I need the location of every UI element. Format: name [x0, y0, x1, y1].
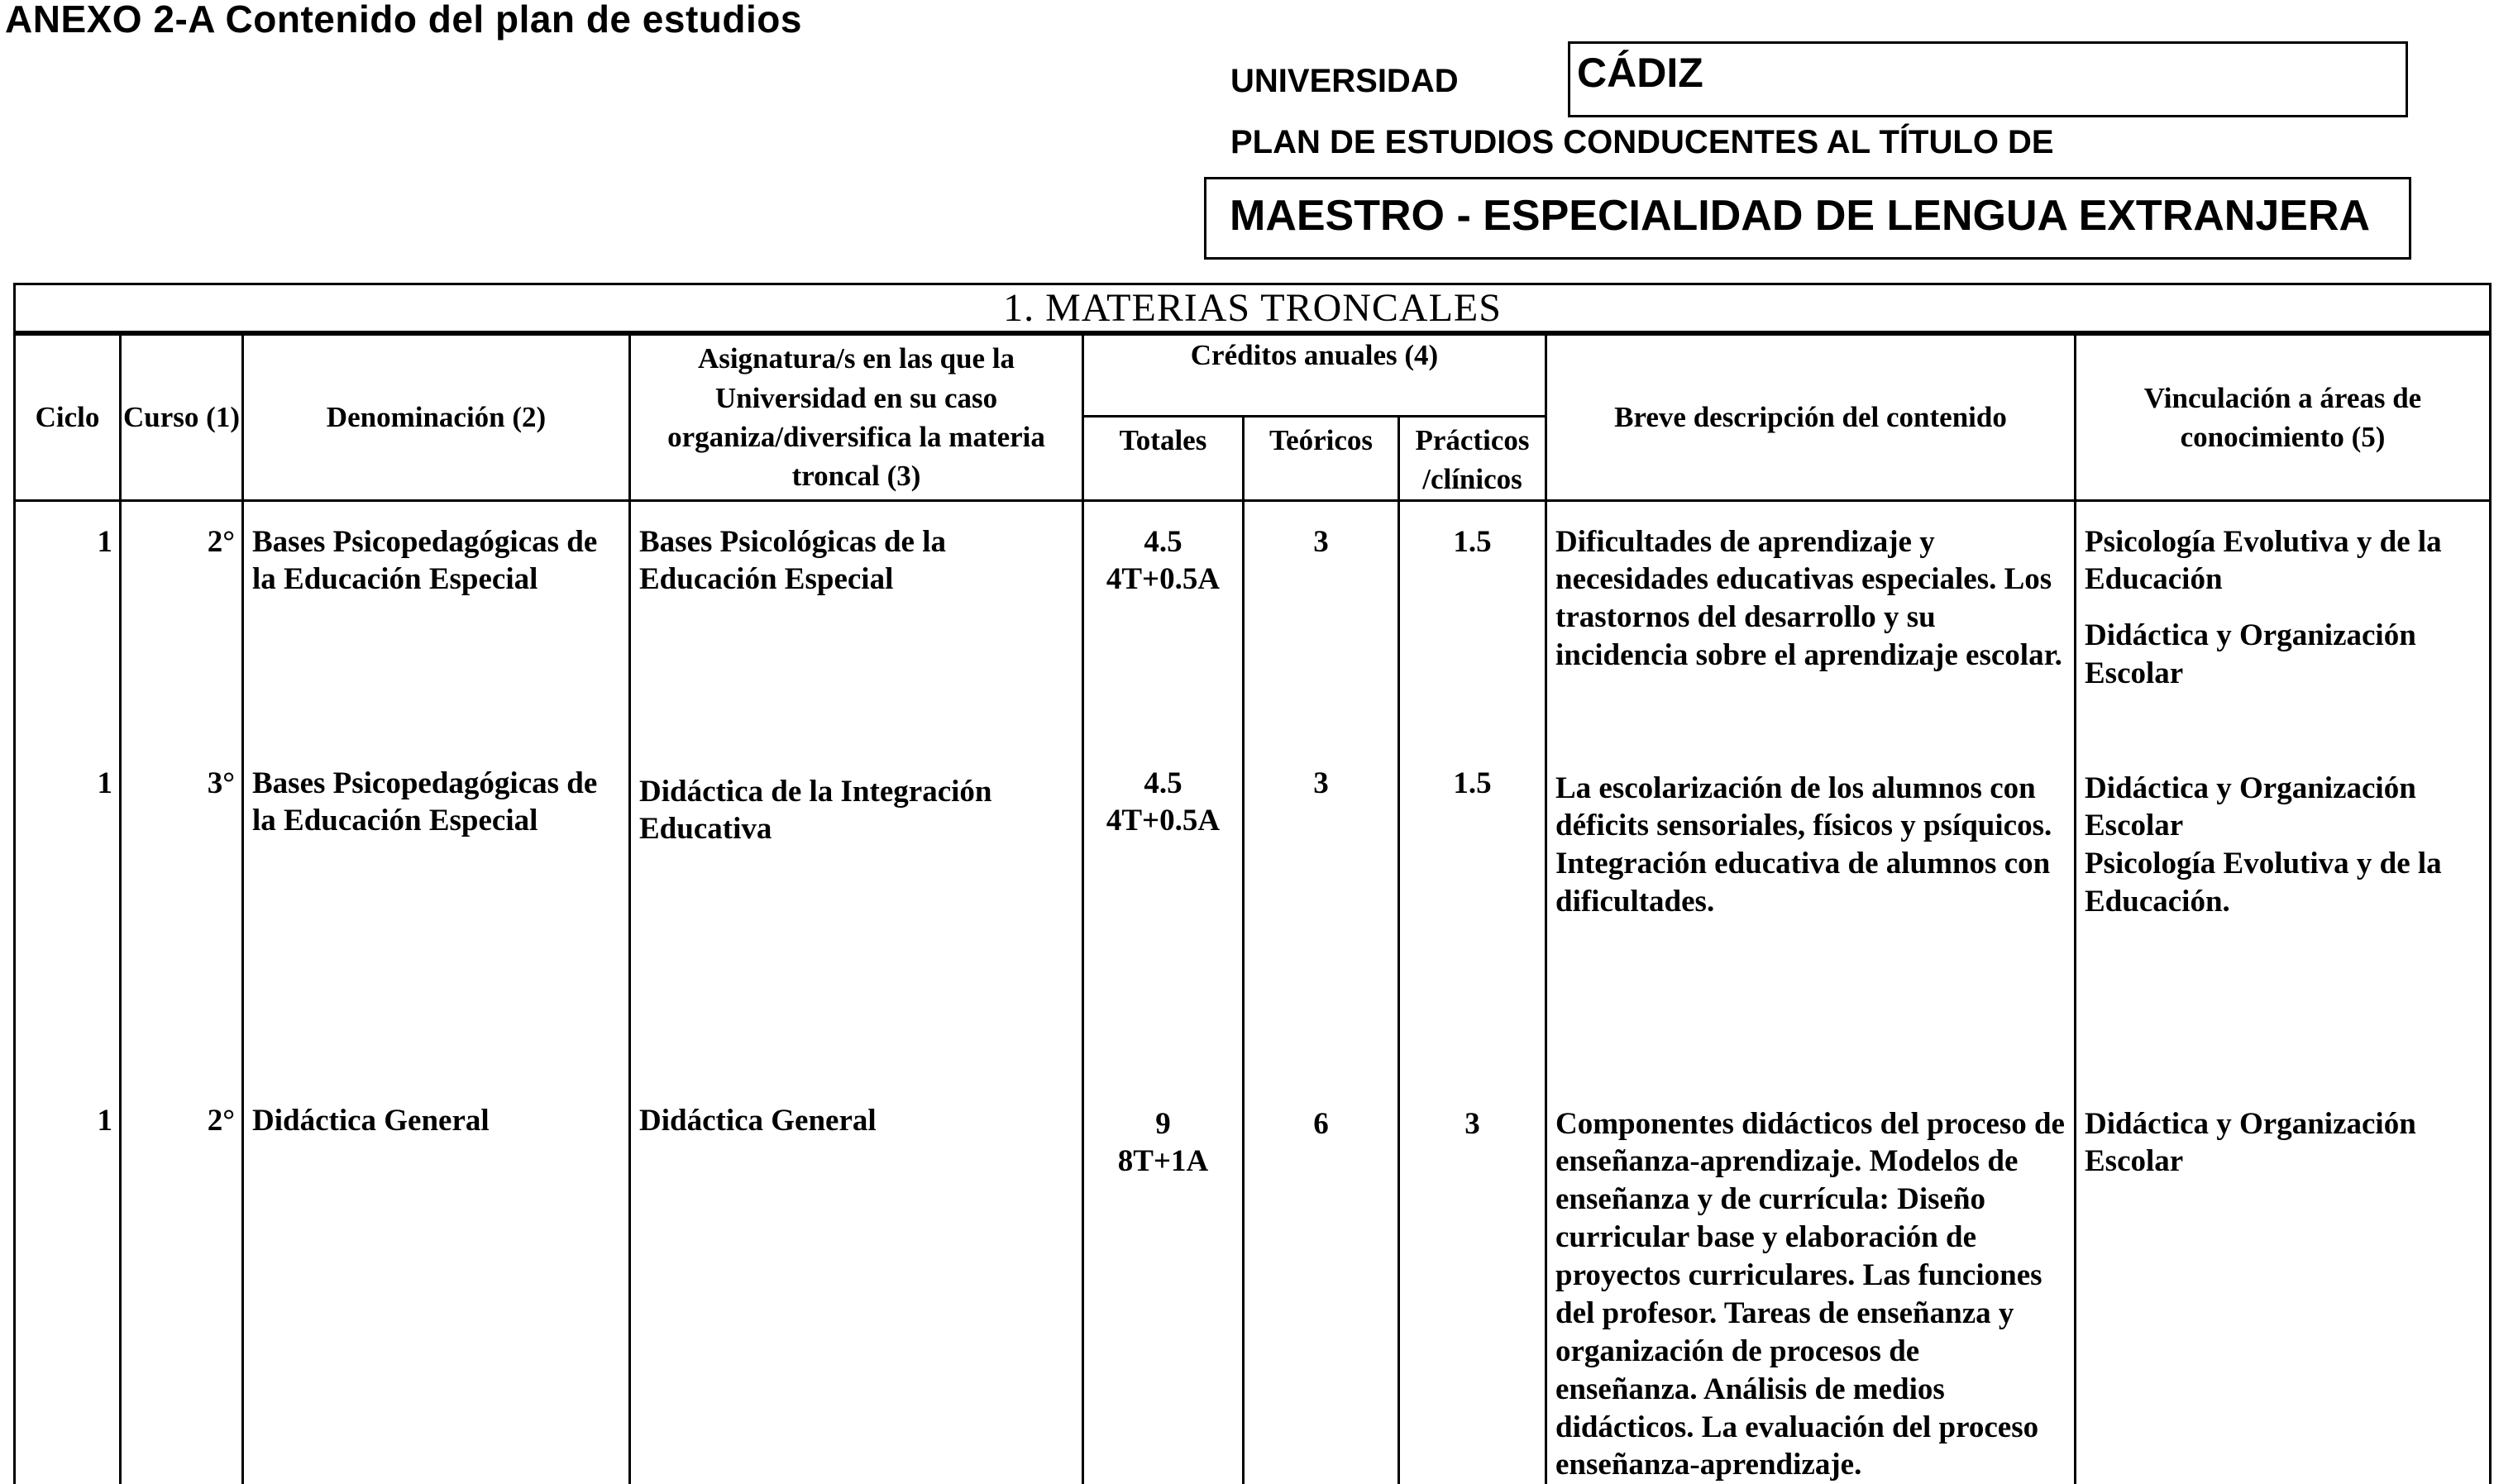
vinculacion-cell — [2076, 500, 2491, 745]
asignatura-cell: Didáctica de la Integración Educativa — [630, 745, 1083, 1087]
totales-value: 9 — [1084, 1105, 1242, 1143]
ciclo-cell: 1 — [15, 500, 121, 745]
totales-detail: 8T+1A — [1084, 1143, 1242, 1181]
asignatura-cell: Didáctica General — [630, 1087, 1083, 1484]
denominacion-cell: Bases Psicopedagógicas de la Educación Especial — [243, 745, 630, 1087]
curso-cell: 2° — [121, 500, 243, 745]
descripcion-cell: Dificultades de aprendizaje y necesidades educativas especiales. Los trastornos del desarrollo y su incidencia sobre el aprendizaje escolar. — [1546, 500, 2076, 745]
col-denominacion-header: Denominación (2) — [243, 333, 630, 500]
universidad-label: UNIVERSIDAD — [1230, 63, 1459, 100]
teoricos-cell: 6 — [1244, 1087, 1399, 1484]
totales-detail: 4T+0.5A — [1084, 561, 1242, 599]
ciclo-cell: 1 — [15, 745, 121, 1087]
titulo-value: MAESTRO - ESPECIALIDAD DE LENGUA EXTRANJERA — [1230, 191, 2370, 241]
asignatura-cell: Bases Psicológicas de la Educación Especial — [630, 500, 1083, 745]
totales-detail: 4T+0.5A — [1084, 802, 1242, 840]
teoricos-cell: 3 — [1244, 500, 1399, 745]
practicos-cell: 1.5 — [1399, 745, 1546, 1087]
col-descripcion-header: Breve descripción del contenido — [1546, 333, 2076, 500]
descripcion-cell: Componentes didácticos del proceso de enseñanza-aprendizaje. Modelos de enseñanza y de currícula: Diseño curricular base y elaboración de proyectos curriculares. Las funciones del profesor. Tareas de enseñanza y organización de procesos de enseñanza. Análisis de medios didácticos. La evaluación del proceso enseñanza-aprendizaje. — [1546, 1087, 2076, 1484]
col-curso-header: Curso (1) — [121, 333, 243, 500]
totales-value: 4.5 — [1084, 765, 1242, 803]
table-row — [15, 1087, 2491, 1484]
annex-title: ANEXO 2-A Contenido del plan de estudios — [5, 0, 802, 41]
denominacion-cell: Didáctica General — [243, 1087, 630, 1484]
materias-troncales-table — [13, 283, 2492, 1484]
section-title: 1. MATERIAS TRONCALES — [15, 284, 2491, 334]
area-item: Didáctica y Organización Escolar — [2085, 617, 2482, 693]
col-vinculacion-header: Vinculación a áreas de conocimiento (5) — [2076, 333, 2491, 500]
titulo-box — [1204, 177, 2411, 260]
practicos-cell: 1.5 — [1399, 500, 1546, 745]
area-item: Didáctica y Organización Escolar — [2085, 770, 2482, 846]
teoricos-cell: 3 — [1244, 745, 1399, 1087]
col-practicos-header: Prácticos /clínicos — [1399, 417, 1546, 501]
col-teoricos-header: Teóricos — [1244, 417, 1399, 501]
col-totales-header: Totales — [1083, 417, 1244, 501]
universidad-value: CÁDIZ — [1577, 49, 1703, 97]
curso-cell: 3° — [121, 745, 243, 1087]
curso-cell: 2° — [121, 1087, 243, 1484]
universidad-box — [1568, 41, 2408, 117]
vinculacion-cell — [2076, 1087, 2491, 1484]
totales-cell — [1083, 745, 1244, 1087]
table-row — [15, 745, 2491, 1087]
col-ciclo-header: Ciclo — [15, 333, 121, 500]
plan-label: PLAN DE ESTUDIOS CONDUCENTES AL TÍTULO DE — [1230, 124, 2054, 161]
col-asignatura-header: Asignatura/s en las que la Universidad en su caso organiza/diversifica la materia troncal (3) — [630, 333, 1083, 500]
area-item: Psicología Evolutiva y de la Educación. — [2085, 845, 2482, 921]
totales-cell — [1083, 500, 1244, 745]
denominacion-cell: Bases Psicopedagógicas de la Educación Especial — [243, 500, 630, 745]
totales-value: 4.5 — [1084, 523, 1242, 561]
area-item: Didáctica y Organización Escolar — [2085, 1105, 2482, 1181]
ciclo-cell: 1 — [15, 1087, 121, 1484]
practicos-cell: 3 — [1399, 1087, 1546, 1484]
totales-cell — [1083, 1087, 1244, 1484]
area-item: Psicología Evolutiva y de la Educación — [2085, 523, 2482, 599]
descripcion-cell: La escolarización de los alumnos con déficits sensoriales, físicos y psíquicos. Integración educativa de alumnos con dificultades. — [1546, 745, 2076, 1087]
table-row — [15, 500, 2491, 745]
vinculacion-cell — [2076, 745, 2491, 1087]
col-creditos-header: Créditos anuales (4) — [1083, 333, 1546, 417]
